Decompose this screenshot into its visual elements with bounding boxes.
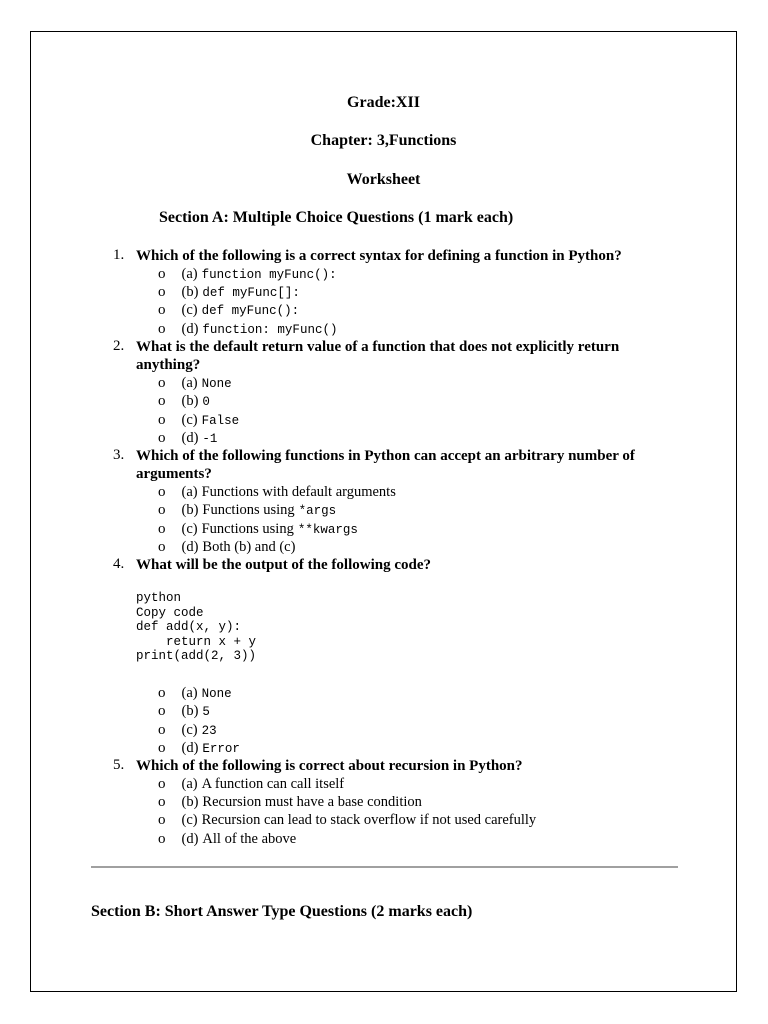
- horizontal-divider: [91, 866, 678, 868]
- option-code: None: [201, 377, 232, 391]
- option-label: (a): [181, 484, 198, 500]
- option-4d: [158, 739, 240, 757]
- bullet-marker: o: [158, 703, 166, 719]
- option-2b: [158, 392, 210, 410]
- option-text: Functions using: [202, 502, 295, 518]
- option-text: Functions with default arguments: [201, 484, 396, 500]
- question-text: Which of the following functions in Python can accept an arbitrary number of arguments?: [136, 448, 635, 482]
- option-label: (c): [181, 812, 198, 828]
- option-text: Recursion can lead to stack overflow if not used carefully: [201, 812, 537, 828]
- option-5d: [158, 830, 296, 848]
- option-text: Functions using: [201, 521, 294, 537]
- option-2d: [158, 429, 217, 447]
- question-number: 4.: [113, 556, 125, 572]
- option-label: (b): [181, 703, 199, 719]
- bullet-marker: o: [158, 284, 166, 300]
- section-a-title: Section A: Multiple Choice Questions (1 mark each): [159, 209, 514, 226]
- question-text: Which of the following is a correct syntax for defining a function in Python?: [136, 248, 622, 264]
- bullet-marker: o: [158, 375, 166, 391]
- question-number: 3.: [113, 447, 125, 463]
- worksheet-heading: Worksheet: [346, 171, 421, 188]
- option-code: def myFunc[]:: [202, 286, 300, 300]
- option-code: 23: [201, 724, 217, 738]
- option-3a: [158, 483, 396, 501]
- bullet-marker: o: [158, 685, 166, 701]
- option-5b: [158, 793, 422, 811]
- option-3b: [158, 501, 336, 519]
- bullet-marker: o: [158, 430, 166, 446]
- bullet-marker: o: [158, 266, 166, 282]
- option-code: function: myFunc(): [202, 323, 338, 337]
- option-3d: [158, 538, 295, 556]
- question-text: Which of the following is correct about recursion in Python?: [136, 758, 523, 774]
- bullet-marker: o: [158, 539, 166, 555]
- option-label: (d): [181, 831, 199, 847]
- option-1d: [158, 320, 337, 338]
- bullet-marker: o: [158, 393, 166, 409]
- bullet-marker: o: [158, 412, 166, 428]
- option-label: (a): [181, 266, 198, 282]
- option-label: (a): [181, 776, 198, 792]
- option-1a: [158, 265, 337, 283]
- option-5c: [158, 811, 536, 829]
- option-4b: [158, 702, 210, 720]
- option-label: (d): [181, 321, 199, 337]
- option-code: *args: [298, 504, 337, 518]
- question-number: 5.: [113, 757, 125, 773]
- bullet-marker: o: [158, 812, 166, 828]
- option-3c: [158, 520, 358, 538]
- option-label: (d): [181, 430, 199, 446]
- question-text: What is the default return value of a function that does not explicitly return anything?: [136, 339, 620, 373]
- option-label: (c): [181, 302, 198, 318]
- option-text: A function can call itself: [201, 776, 345, 792]
- option-code: 0: [202, 395, 210, 409]
- option-code: function myFunc():: [201, 268, 337, 282]
- option-code: 5: [202, 705, 210, 719]
- option-label: (c): [181, 722, 198, 738]
- chapter-heading: Chapter: 3,Functions: [310, 132, 457, 149]
- option-label: (b): [181, 393, 199, 409]
- option-label: (c): [181, 412, 198, 428]
- worksheet-page: [30, 31, 737, 992]
- option-2c: [158, 411, 239, 429]
- option-label: (c): [181, 521, 198, 537]
- option-code: None: [201, 687, 232, 701]
- question-number: 1.: [113, 247, 125, 263]
- bullet-marker: o: [158, 321, 166, 337]
- bullet-marker: o: [158, 521, 166, 537]
- bullet-marker: o: [158, 722, 166, 738]
- bullet-marker: o: [158, 302, 166, 318]
- option-text: Both (b) and (c): [202, 539, 296, 555]
- section-b-title: Section B: Short Answer Type Questions (2 marks each): [91, 903, 473, 920]
- option-code: def myFunc():: [201, 304, 300, 318]
- option-label: (b): [181, 794, 199, 810]
- option-5a: [158, 775, 344, 793]
- option-text: Recursion must have a base condition: [202, 794, 422, 810]
- option-code: False: [201, 414, 240, 428]
- bullet-marker: o: [158, 484, 166, 500]
- option-label: (b): [181, 284, 199, 300]
- option-label: (b): [181, 502, 199, 518]
- bullet-marker: o: [158, 831, 166, 847]
- option-label: (a): [181, 685, 198, 701]
- option-2a: [158, 374, 232, 392]
- option-code: -1: [202, 432, 218, 446]
- option-1c: [158, 301, 299, 319]
- option-code: **kwargs: [297, 523, 358, 537]
- option-text: All of the above: [202, 831, 297, 847]
- option-label: (a): [181, 375, 198, 391]
- option-1b: [158, 283, 300, 301]
- bullet-marker: o: [158, 776, 166, 792]
- question-number: 2.: [113, 338, 125, 354]
- option-4a: [158, 684, 232, 702]
- grade-heading: Grade:XII: [347, 94, 420, 111]
- option-label: (d): [181, 740, 199, 756]
- bullet-marker: o: [158, 794, 166, 810]
- question-text: What will be the output of the following code?: [136, 557, 432, 573]
- bullet-marker: o: [158, 502, 166, 518]
- option-4c: [158, 721, 217, 739]
- code-block: python Copy code def add(x, y): return x + y print(add(2, 3)): [136, 591, 257, 663]
- option-code: Error: [202, 742, 240, 756]
- option-label: (d): [181, 539, 199, 555]
- bullet-marker: o: [158, 740, 166, 756]
